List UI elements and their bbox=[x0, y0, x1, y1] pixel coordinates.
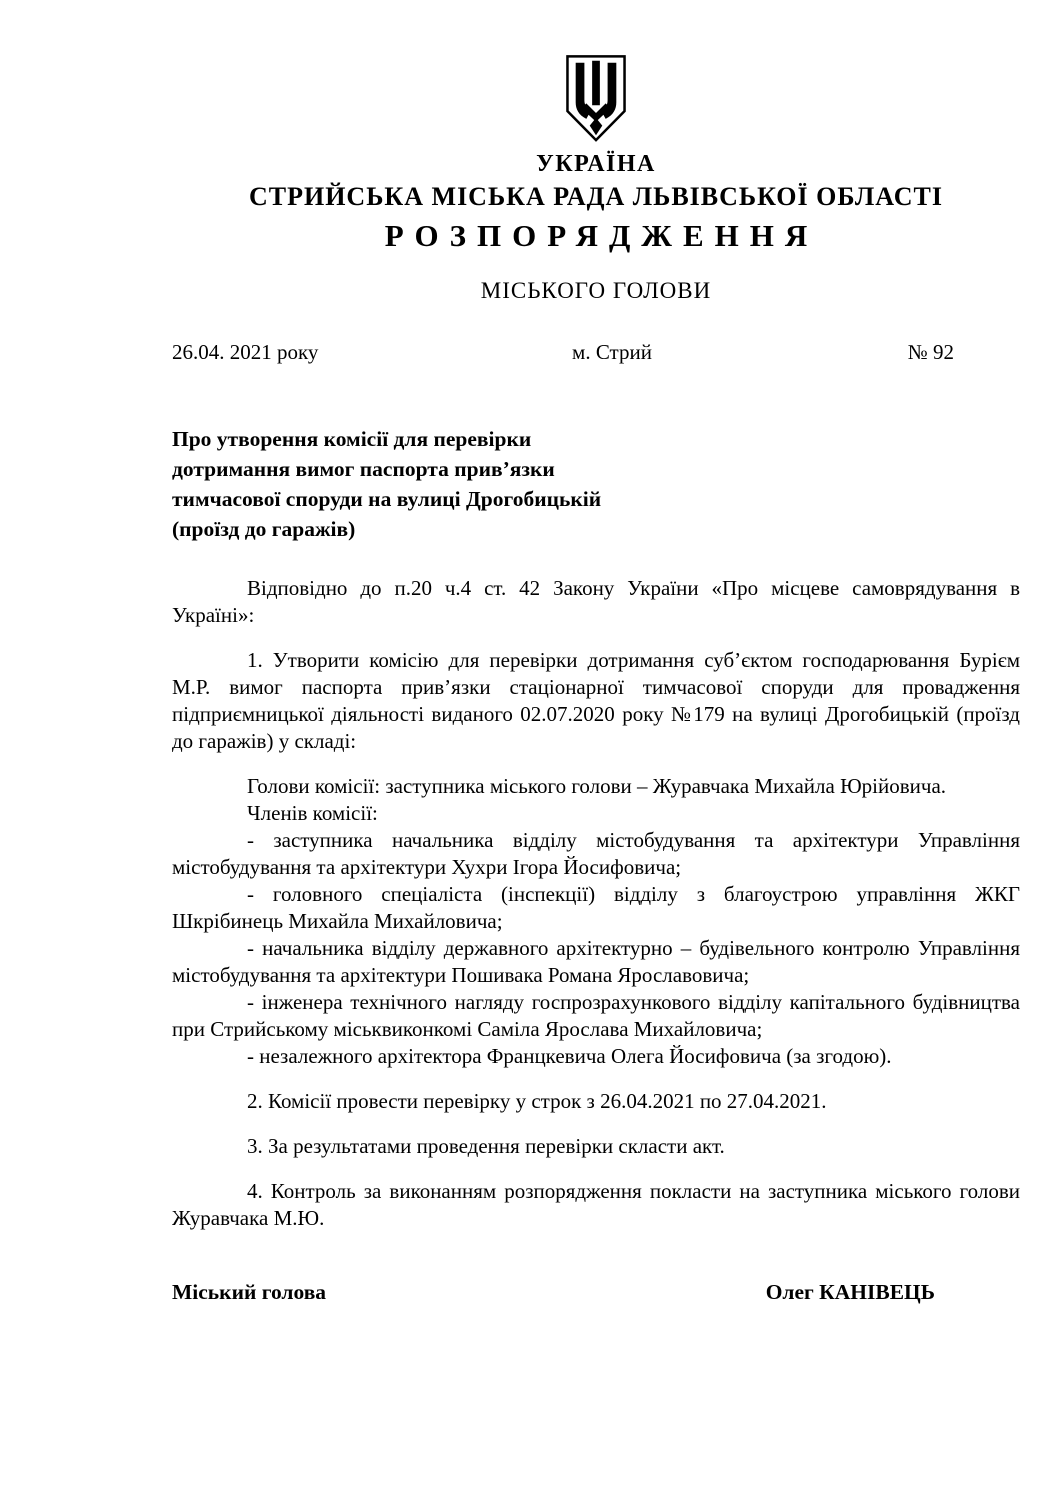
signer-name: Олег КАНІВЕЦЬ bbox=[765, 1280, 935, 1304]
body-paragraph: 1. Утворити комісію для перевірки дотримання суб’єктом господарювання Бурієм М.Р. вимог паспорта прив’язки стаціонарної тимчасової споруди для провадження підприємницької діяльності виданого 02.07.2020 року №179 на вулиці Дрогобицькій (проїзд до гаражів) у складі: bbox=[172, 648, 1020, 753]
subject-block bbox=[172, 424, 1020, 544]
document-place: м. Стрий bbox=[572, 340, 652, 364]
signer-title: Міський голова bbox=[172, 1280, 327, 1304]
dateline-row bbox=[172, 340, 1020, 368]
body-paragraph: - незалежного архітектора Францкевича Олега Йосифовича (за згодою). bbox=[247, 1044, 892, 1068]
document-number: № 92 bbox=[907, 340, 954, 364]
body-paragraph: - головного спеціаліста (інспекції) відділу з благоустрою управління ЖКГ Шкрібинець Михайла Михайловича; bbox=[172, 882, 1020, 933]
signature-row bbox=[172, 1280, 1020, 1305]
body-paragraph: - начальника відділу державного архітектурно – будівельного контролю Управління містобудування та архітектури Пошивака Романа Ярославовича; bbox=[172, 936, 1020, 987]
ukraine-trident-emblem-icon bbox=[565, 54, 627, 143]
body-paragraph: - заступника начальника відділу містобудування та архітектури Управління містобудування та архітектури Хухри Ігора Йосифовича; bbox=[172, 828, 1020, 879]
council-name: СТРИЙСЬКА МІСЬКА РАДА ЛЬВІВСЬКОЇ ОБЛАСТІ bbox=[248, 182, 944, 211]
document-date: 26.04. 2021 року bbox=[172, 340, 319, 364]
body-paragraph: 3. За результатами проведення перевірки скласти акт. bbox=[247, 1134, 725, 1158]
subject-line: тимчасової споруди на вулиці Дрогобицькій bbox=[172, 487, 602, 511]
country-name: УКРАЇНА bbox=[536, 151, 656, 177]
subject-line: (проїзд до гаражів) bbox=[172, 517, 356, 541]
body-paragraph: Голови комісії: заступника міського голови – Журавчака Михайла Юрійовича. bbox=[247, 774, 947, 798]
body-paragraph: Відповідно до п.20 ч.4 ст. 42 Закону України «Про місцеве самоврядування в Україні»: bbox=[172, 576, 1020, 627]
document-subtype: МІСЬКОГО ГОЛОВИ bbox=[480, 278, 712, 303]
body-paragraph: 4. Контроль за виконанням розпорядження покласти на заступника міського голови Журавчака М.Ю. bbox=[172, 1179, 1020, 1230]
document-header bbox=[172, 54, 1020, 304]
document-body bbox=[172, 575, 1020, 1232]
body-paragraph: - інженера технічного нагляду госпрозрахункового відділу капітального будівництва при Стрийському міськвиконкомі Саміла Ярослава Михайловича; bbox=[172, 990, 1020, 1041]
subject-line: Про утворення комісії для перевірки bbox=[172, 427, 532, 451]
document-type-title: РОЗПОРЯДЖЕННЯ bbox=[384, 218, 819, 253]
body-paragraph: 2. Комісії провести перевірку у строк з 26.04.2021 по 27.04.2021. bbox=[247, 1089, 827, 1113]
body-paragraph: Членів комісії: bbox=[247, 801, 378, 825]
subject-line: дотримання вимог паспорта прив’язки bbox=[172, 457, 555, 481]
